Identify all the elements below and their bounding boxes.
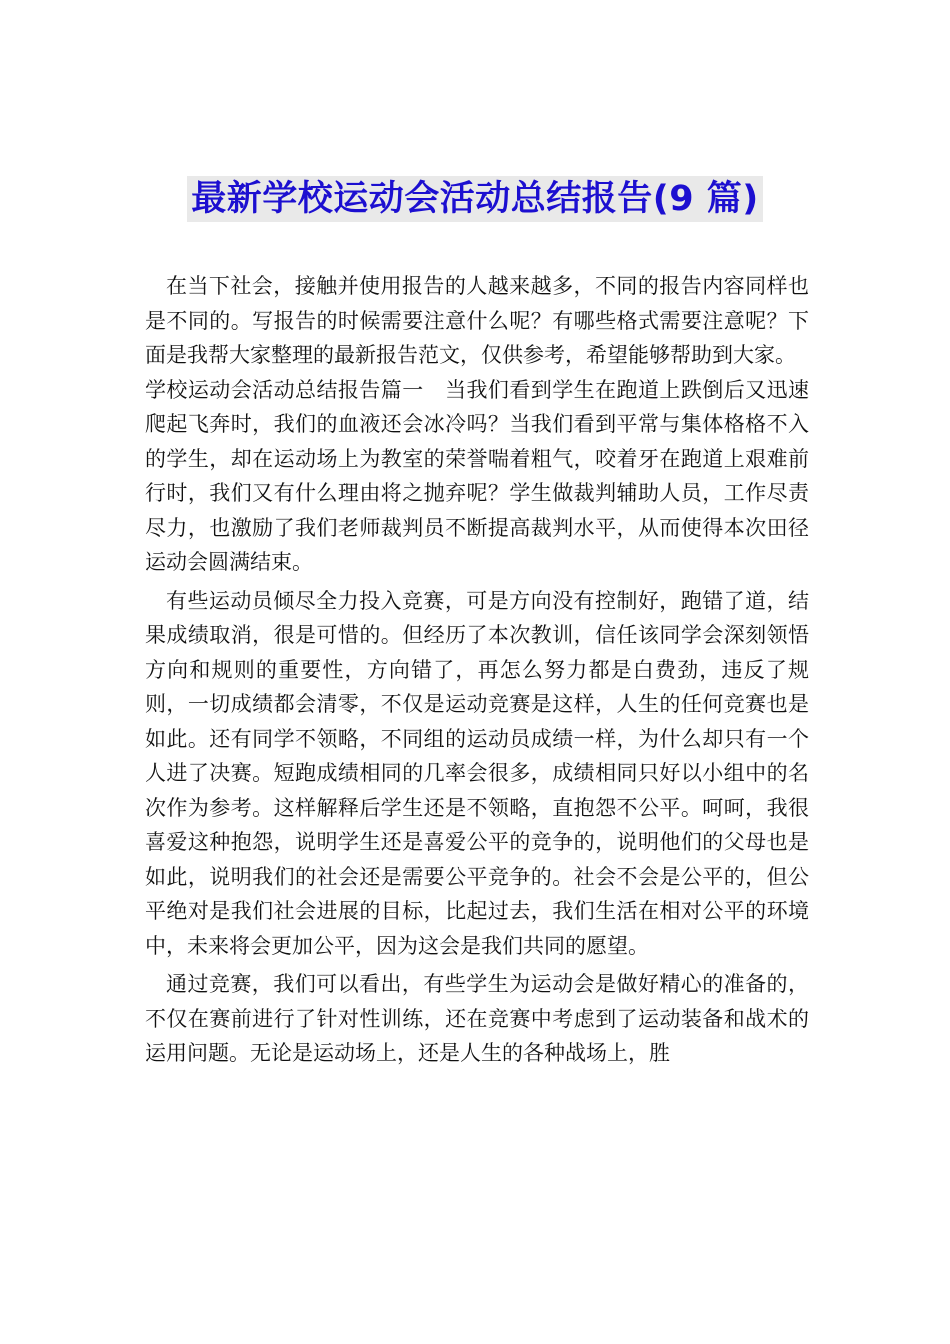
title-container <box>0 176 950 222</box>
document-title: 最新学校运动会活动总结报告(9 篇) <box>187 176 763 222</box>
body-paragraph: 通过竞赛，我们可以看出，有些学生为运动会是做好精心的准备的，不仅在赛前进行了针对性训练，还在竞赛中考虑到了运动装备和战术的运用问题。无论是运动场上，还是人生的各种战场上，胜 <box>145 972 809 1065</box>
section-one-paragraph: 学校运动会活动总结报告篇一 当我们看到学生在跑道上跌倒后又迅速爬起飞奔时，我们的血液还会冰冷吗？当我们看到平常与集体格格不入的学生，却在运动场上为教室的荣誉喘着粗气，咬着牙在跑道上艰难前行时，我们又有什么理由将之抛弃呢？学生做裁判辅助人员，工作尽责尽力，也激励了我们老师裁判员不断提高裁判水平，从而使得本次田径运动会圆满结束。 <box>145 377 809 574</box>
body-paragraph: 有些运动员倾尽全力投入竞赛，可是方向没有控制好，跑错了道，结果成绩取消，很是可惜的。但经历了本次教训，信任该同学会深刻领悟方向和规则的重要性，方向错了，再怎么努力都是白费劲，违反了规则，一切成绩都会清零，不仅是运动竞赛是这样，人生的任何竞赛也是如此。还有同学不领略，不同组的运动员成绩一样，为什么却只有一个人进了决赛。短跑成绩相同的几率会很多，成绩相同只好以小组中的名次作为参考。这样解释后学生还是不领略，直抱怨不公平。呵呵，我很喜爱这种抱怨，说明学生还是喜爱公平的竞争的，说明他们的父母也是如此，说明我们的社会还是需要公平竞争的。社会不会是公平的，但公平绝对是我们社会进展的目标，比起过去，我们生活在相对公平的环境中，未来将会更加公平，因为这会是我们共同的愿望。 <box>145 588 809 958</box>
intro-paragraph: 在当下社会，接触并使用报告的人越来越多，不同的报告内容同样也是不同的。写报告的时候需要注意什么呢？有哪些格式需要注意呢？下面是我帮大家整理的最新报告范文，仅供参考，希望能够帮助到大家。 <box>145 274 809 367</box>
document-body <box>145 269 809 1071</box>
